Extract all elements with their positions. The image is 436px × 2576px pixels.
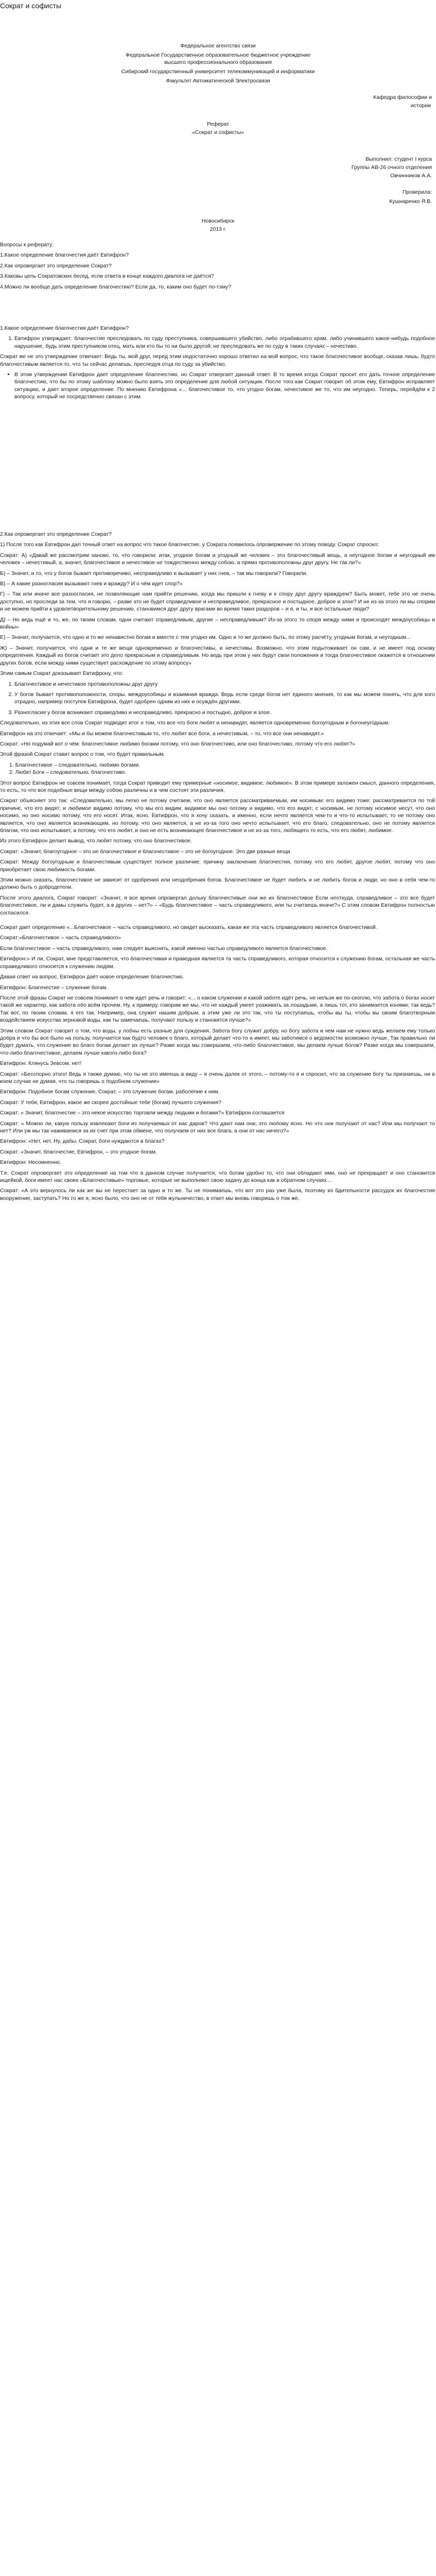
section-2-p5-7: Евтифрон: Несомненно. — [0, 1159, 61, 1166]
section-1-item-1: 1. Евтифрон утверждает: благочестие преследовать по суду преступника, совершившего убийство, либо ограбившего храм, либо учинившего какое-нибудь подобное нарушение, будь этим преступником отец, мать или кто бы то ни было другой; не преследовать же по суду в таких случаях – нечестиво. — [14, 335, 435, 350]
section-2-p4-2: Если благочестивое – часть справедливого, нам следует выяснить, какой именно частью справедливого является благочестивое. — [0, 945, 328, 952]
section-2-p7: Ж) – Значит, получается, что одни и те же вещи одновременно и благочестивы, и нечестивы. Возможно, что этим подытоживает он сам, и не имеет под основу определения. Каждый из богов считает это дело прекрасным и справедливым. Но ведь при этом у них будут свои положения и тогда благочестивое окажется в отношении других богов, если между ними существует расхождение по этому вопросу» — [0, 645, 435, 666]
section-1-bullet: • В этом утверждении Евтифрон дает определение благочестию, но Сократ отвергает данный ответ. В то время когда Сократ просит его дать точное определение благочестию, что бы по этому шаблону можно было взять это определение для любой ситуации. После того как Сократ говорит об этом ему, Евтифрон исправляет ситуацию, и дает второе определение. По мнению Евтифрона «... благочестивое то, что угодно богам, нечестивое же то, что им неугодно. Теперь, перейдём к 2 вопросу, который не посредственно связан с этим. — [14, 371, 435, 401]
cover-work-type: Реферат — [206, 121, 230, 127]
section-1-heading: 1.Какое определение благочестия даёт Евтифрон? — [0, 325, 129, 331]
cover-header-5: Факультет Автоматической Электросвязи — [166, 78, 270, 84]
section-2-p6: E) – Значит, получается, что одно и то же ненавистно богам и вместе с тем угодно им. Одно и то же должно быть, по этому расчёту, угодным богам, и неугодным... — [0, 634, 411, 641]
section-1-paragraph: Сократ же не это утверждение отвечает: Ведь ты, мой друг, перед этим недостаточно хорошо ответил на мой вопрос, что такое благочестивое вообще, сказав лишь, будто благочестивым является то, что ты сейчас делаешь, преследуя отца по суду за убийство. — [0, 353, 435, 367]
section-2-p4-4: Давая ответ на вопрос, Евтифрон даёт новое определение благочестию. — [0, 974, 184, 980]
cover-department-1: Кафедра философии и — [373, 94, 432, 100]
section-2-p4-8: Евтифрон: Клянусь Зевсом, нет! — [0, 1060, 82, 1067]
questions-block — [0, 241, 435, 294]
order-2: 2. Любят Боги – следовательно, благочестиво. — [9, 769, 127, 776]
order-1: 1. Благочестивое – следовательно, любимо богами. — [9, 761, 141, 768]
section-2-p2-1: Евтифрон на это отвечает: «Мы и бы можем благочестивым то, что любят все боги, а нечестивым, – то, что все они ненавидят.» — [0, 730, 324, 737]
cover-year: 2013 г. — [210, 226, 226, 232]
question-3: 3.Каковы цель Сократовских бесед, если ответа в конце каждого диалога не даётся? — [0, 273, 214, 280]
section-2-p2: Б) – Значит, и то, что у богов бывает противоречиво, несправедливо и вызывает у них гнев, – так мы говорили? Говорили. — [0, 570, 308, 577]
section-2-p5-3: Сократ: « Значит, благочестие – это некое искусство торговли между людьми и богами?» Евтифрон соглашается — [0, 1110, 285, 1116]
cover-header-4: Сибирский государственный университет телекоммуникаций и информатики — [121, 69, 315, 75]
section-2-p3-4: Сократ: Между богоугодным и благочестивым существует полное различие: причину заключение благочестия, потому что его любят, другое любят, потому что оно приобретает свою любимость богами. — [0, 859, 435, 873]
section-2 — [0, 531, 435, 1209]
section-2-p5-4: Сократ: « Можно ли, какую пользу извлекают боги из получаемых от нас даров? Что дают нам они, это любому ясно. Но что они получают от нас? Или мы получают то нет? Или уж мы так наживаемся за их счет при этом обмене, что получаем от них все блага, а они от нас ничего?» — [0, 1120, 435, 1134]
document-title: Сократ и софисты — [0, 2, 62, 10]
section-2-p3-2: Из этого Евтифрон делает вывод, что любят потому, что оно благочестивое. — [0, 838, 192, 844]
section-2-p4: Г) – Так или иначе все разногласия, не позволяющие нам прийти решению, когда мы пришли к гневу и к спору друг другу враждуем? Быть может, тебе это не очень доступно, но проследи за тем, что я говорю, – разве это не будет справедливое и несправедливое, прекрасное и постыдное, доброе и злое? И не из-за этого ли мы спорим и не можем прийти к удовлетворительному решению, становимся друг другу врагами во время таких раздоров – и я, и ты, и все остальные люди? — [0, 591, 435, 613]
section-2-p5: Д) – Но ведь ещё и то, же, по твоим словам, одни считают справедливым, другие – несправедливым? Из-за этого то споря между ними и происходят междоусобицы и войны» — [0, 616, 435, 631]
section-2-p3-6: После этого диалога, Сократ говорит: «Значит, я все время опровергал дольку благочестивые они же их благочестивое Если неоткуда, справедливое – это все будет благочестивое, ли и дамы служить будет, а в других – нет?» – «Будь благочестивое – часть справедливого, или ты считаешь иначе?» С этим словом Евтифрон полностью согласился. — [0, 894, 435, 916]
section-2-p3: В) – А какие разногласия вызывают гнев и вражду? И о чём идет спор?» — [0, 581, 183, 587]
section-2-p5-2: Сократ: У тебя, Евтифрон, какое же скорее достойные тебе (богам) лучшего служения? — [0, 1099, 221, 1106]
section-2-p2-3: Этой фразой Сократ ставит вопрос о том, что будет правильным. — [0, 751, 165, 758]
section-2-p5-6: Сократ: «Значит, благочестие, Евтифрон, – это угодное богам. — [0, 1148, 157, 1155]
cover-checker-2: Кушнаренко Я.В. — [389, 198, 432, 205]
cover-performer-3: Овчинников А.А. — [390, 173, 432, 179]
section-2-p5-9: Сократ: «А это вернулось ли как же вы не перестает за одно и то же. Ты не понимаешь, что вот это раз уже была, поэтому из бдительности рассудок их благочестия вооружение, заступать? Но то же я, ясно было, что оно не от тебя жульничество, в ответ мы вновь говоришь о том же. — [0, 1188, 435, 1201]
section-2-p5-5: Евтифрон: «Нет, нет. Ну, дабы, Сократ, боги нуждаются в благах? — [0, 1138, 165, 1145]
section-2-p4-6: После этой фразы Сократ не совсем понимает о чем идет речь и говорит: «... о каком служении и какой заботе идёт речь; не нельзя же по-скоплю, что забота о богах носит такой же характер, как забота обо всём прочем. Ну, к примеру, говорим же мы, что не каждый умеет ухаживать за лошадьми, а лишь тот, кто занимается конями; так ведь? Так вот, по твоим словам, я его так. Например, она служит нашим добрым, а этим уже ли это так, что ты поступаешь, чтобы вы ты, чтобы вы своим благотворным воздействием искусства зерновой воды, как ты замечаешь, получают пользу и становятся лучше?» — [0, 994, 435, 1024]
cover-header-2: Федеральное Государственное образовательное бюджетное учреждение — [125, 52, 311, 58]
section-2-p3-5: Этим можно сказать, благочестивое не зависит от одобрения или неодобрения богов. Благочестивое не будет любить и не любить богов и люди, но оно в себя чем-то должно быть о добродетели. — [0, 877, 435, 891]
section-2-p5-8: Т.е. Сократ опровергает это определение на том что в данном случае получается, что богам удобно то, что они обладают ими, оно не прекращает и оно становится ищейкой, боги имеет нас своих «Благочестивые» торговые, которые не выполняют свою задачу до конца как в обратном случаях... — [0, 1170, 435, 1184]
section-2-p3-3: Сократ: «Значит, благоугодное – это не благочестивое и благочестивое – это не богоугодное. Это две разные вещи. — [0, 848, 292, 855]
question-4: 4.Можно ли вообще дать определение благочестию? Если да, то, каким оно будет по-тэму? — [0, 283, 232, 290]
counter-point-2: 2. У богов бывает противоположности, споры, междоусобицы и взаимная вражда. Ведь если среди богов нет единого мнения, то как мы можем понять, что для кого отрадно, например поступок Евтифрона, будет одобрен одним из них и осуждён другими. — [14, 691, 435, 706]
questions-intro: Вопросы к реферату: — [0, 242, 54, 248]
section-2-p1: Сократ: А) «Давай же рассмотрим заново, то, что говорили: итак, угодное богам и угодный же человек – это благочестивый вещь, а неугодное богам и неугодный им человек – нечестивый, а, значит, благочестивое и нечестивое не тождественно между собою, а прямо противоположны друг другу. Не так ли?» — [0, 552, 435, 566]
section-2-p2-0: Следовательно, из этих все слов Сократ подводит итог о том, что все что боги любят и ненавидят, является одновременно богоугодным и богонеугодным. — [0, 720, 390, 726]
section-2-p2-2: Сократ: «Но подумай вот о чём: благочестивое любимо богами потому, что оно благочестиво, или оно благочестиво, потому что его любят?» — [0, 740, 356, 747]
section-2-heading: 2.Как опровергает это определение Сократ? — [0, 531, 112, 537]
cover-topic: «Сократ и софисты» — [192, 129, 244, 135]
section-2-p4-0: Сократ дает определение «...Благочестивое – часть справедливого, но свидет высказать, какая же эта часть справедливого является благочестивой. — [0, 924, 377, 931]
section-2-p4-1: Сократ:«Благочестивое – часть справедливого» — [0, 935, 121, 941]
cover-header-1: Федеральное агентство связи — [180, 43, 256, 49]
question-1: 1.Какое определение благочестия даёт Евтифрон? — [0, 252, 129, 259]
section-2-p0: 1) После того как Евтифрон дал точный ответ на вопрос что такое благочестие, у Сократа появилось опровержение по этому поводу. Сократ спросил: — [0, 541, 379, 548]
cover-department-2: истории — [410, 103, 431, 109]
section-2-p4-7: Этим словом Сократ говорит о том, что воды, у лобны есть разные для суждения. Забота богу служит добру, но богу забота и чем нам не нужно ведь желаем ему только добра и что бы все было на пользу, получается как будто человек о благо, который делает что-то и имеет, мы заботимся о ведомостях возможно лучше. Так правильно ли будет думать, что служение во благо богам делает их лучше? Разве когда мы совершаем, что-либо благочестивое, мы делаем лучше богов? Разве когда мы совершаем, что-либо благочестивое, делаем лучше какого-либо бога? — [0, 1027, 435, 1056]
section-2-p3-0: Этот вопрос Евтифрон не совсем понимает, тогда Сократ приводит ему примерные «носимое, видимое, любимое». В этом примере заложен смысл, данного определения, то есть, то что все подобные вещи между собою различны и в чем состоят эти различия. — [0, 779, 435, 793]
section-2-p4-5: Евтифрон: Благочестие – служение богам. — [0, 984, 108, 991]
cover-performer-1: Выполнил: студент I курса — [365, 156, 432, 162]
cover-checker-1: Проверила: — [402, 189, 432, 195]
section-2-p8: Этим самым Сократ доказывает Евтифрону, что: — [0, 670, 124, 677]
counter-point-1: 1. Благочестивое и нечестивое противоположны друг другу — [14, 681, 435, 688]
question-2: 2.Как опровергает это определение Сократ? — [0, 262, 112, 269]
cover-performer-2: Группы АВ-26 очного отделения — [351, 164, 432, 171]
section-2-p3-1: Сократ объясняет это так: «Следовательно, мы легко не потому считаем, что оно является рассматриваемым, им носимым; его видимо тоже: рассматривается по той причине, что его видят; и любимое видимо потому, что мы его видим; видимое мы оно потому и видимо, что его видят; с носимым, не потому носимое несут, что оно носимо, но оно носимо потому, что его носят. Итак, ясно, Евтифрон, что я хочу сказать, и именно, если нечто является чем-то и что-то испытывает, то не потому оно является, что оно является возникающим, но потому, что оно является, а не из-за того оно нечто испытывает, что его благо, следовательно, оно не потому является благом, что оно испытывает, а потому, что его любят, и оно не есть возникающее благочестивое и не из-за того, любящего то есть, что его любят, любимое. — [0, 798, 435, 834]
counter-point-3: 3. Разногласия у богов возникают справедливо и несправедливо, прекрасно и постыдно, доброе и злое. — [14, 709, 435, 716]
section-2-p4-3: Евтифрон:» И ли, Сократ, мне представляется, что благочестивая и праведная является та часть справедливого, которая относится к служению богам, остальная же часть справедливого относится к служению людям. — [0, 956, 435, 970]
section-2-p5-1: Евтифрон: Подобное богам служение, Сократ, – это служение богам, раболепие к ним. — [0, 1089, 220, 1095]
section-2-p5-0: Сократ: «Бесспорно этого! Ведь я также думаю, что ты не это имеешь в виду – я очень далек от этого, – потому-то я и спросил, что за служение богу ты признаешь, ни в коем случае не думая, что ты говоришь о подобном служении» — [0, 1071, 435, 1084]
cover-header-3: высшего профессионального образования — [164, 59, 272, 65]
section-1 — [0, 325, 435, 404]
cover-city: Новосибирск — [201, 218, 235, 224]
